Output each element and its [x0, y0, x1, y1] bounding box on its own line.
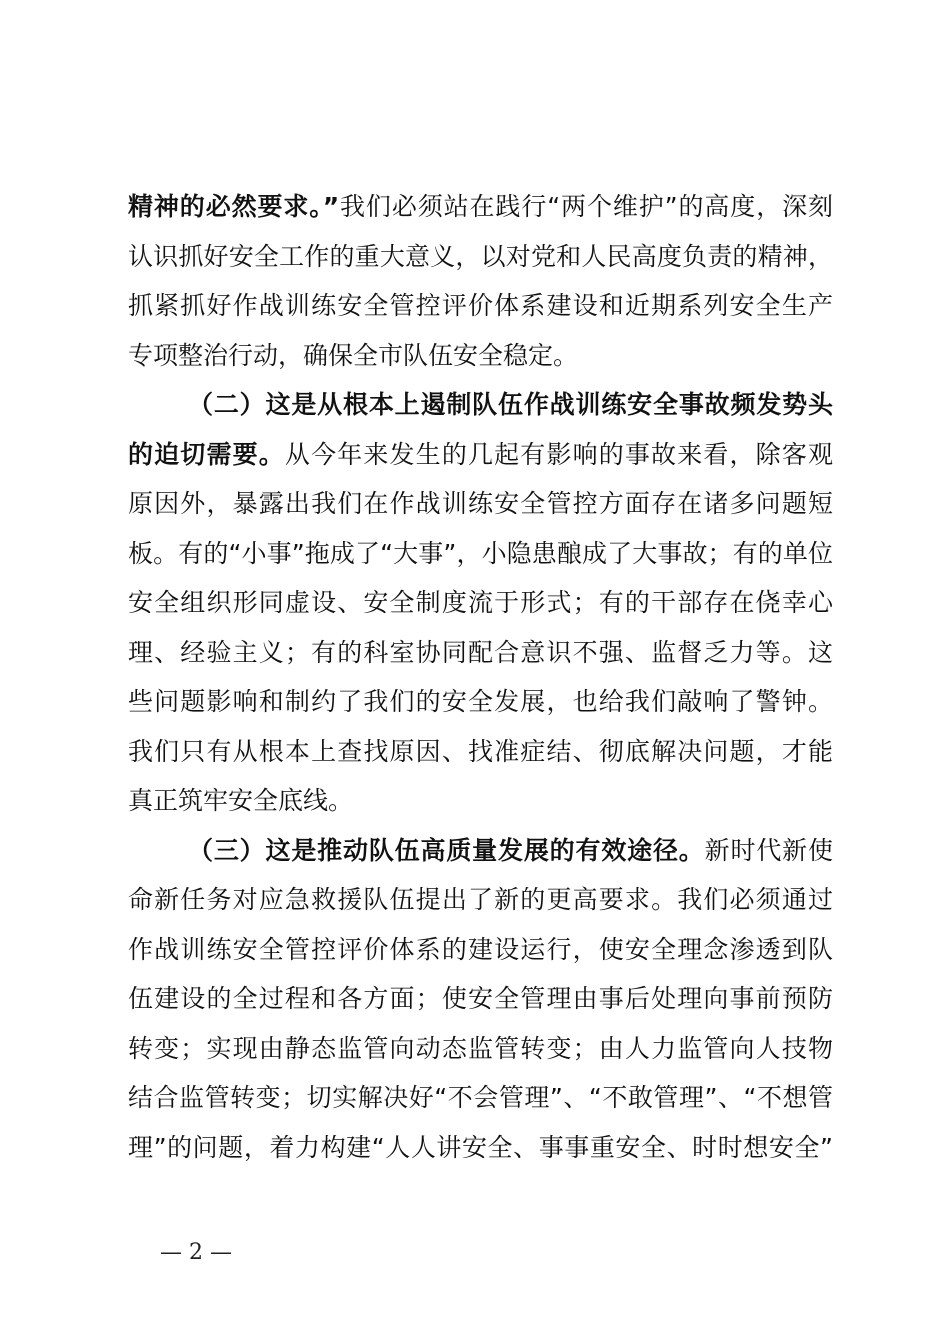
paragraph-2-line-4: 安全组织形同虚设、安全制度流于形式；有的干部存在侥幸心	[128, 588, 833, 617]
paragraph-3-line-2: 命新任务对应急救援队伍提出了新的更高要求。我们必须通过	[128, 885, 833, 914]
paragraph-2-text: 从今年来发生的几起有影响的事故来看，除客观	[284, 439, 833, 469]
paragraph-2-line-7: 我们只有从根本上查找原因、找准症结、彻底解决问题，才能	[128, 736, 833, 766]
paragraph-2-line-6: 些问题影响和制约了我们的安全发展，也给我们敲响了警钟。	[128, 687, 833, 716]
paragraph-1-line-1	[128, 182, 833, 232]
paragraph-1-text: 我们必须站在践行“两个维护”的高度，深刻	[339, 192, 833, 221]
paragraph-3-line-3: 作战训练安全管控评价体系的建设运行，使安全理念渗透到队	[128, 934, 833, 964]
paragraph-1-bold-lead: 精神的必然要求。”	[128, 192, 340, 221]
paragraph-1-line-2: 认识抓好安全工作的重大意义，以对党和人民高度负责的精神，	[128, 241, 833, 271]
paragraph-3-heading: （三）这是推动队伍高质量发展的有效途径。	[188, 835, 705, 865]
paragraph-2-heading-line-2: 的迫切需要。	[128, 439, 285, 469]
paragraph-3-line-4: 伍建设的全过程和各方面；使安全管理由事后处理向事前预防	[128, 984, 833, 1013]
paragraph-3-line-1	[128, 826, 833, 876]
paragraph-2-heading-line-1: （二）这是从根本上遏制队伍作战训练安全事故频发势头	[188, 390, 833, 419]
page-number: — 2 —	[160, 1240, 232, 1265]
paragraph-3-line-5: 转变；实现由静态监管向动态监管转变；由人力监管向人技物	[128, 1033, 833, 1063]
paragraph-2-line-3: 板。有的“小事”拖成了“大事”，小隐患酿成了大事故；有的单位	[128, 538, 833, 568]
paragraph-1-line-3: 抓紧抓好作战训练安全管控评价体系建设和近期系列安全生产	[128, 291, 833, 320]
paragraph-3-line-7: 理”的问题，着力构建“人人讲安全、事事重安全、时时想安全”	[128, 1132, 833, 1162]
paragraph-2-line-1	[128, 430, 833, 480]
paragraph-1-line-4: 专项整治行动，确保全市队伍安全稳定。	[128, 340, 579, 370]
paragraph-3-text: 新时代新使	[704, 835, 833, 865]
paragraph-3-line-6: 结合监管转变；切实解决好“不会管理”、“不敢管理”、“不想管	[128, 1083, 833, 1112]
paragraph-2-line-2: 原因外，暴露出我们在作战训练安全管控方面存在诸多问题短	[128, 489, 833, 518]
paragraph-2-line-8: 真正筑牢安全底线。	[128, 786, 354, 815]
body-text	[128, 182, 833, 1172]
paragraph-2-line-5: 理、经验主义；有的科室协同配合意识不强、监督乏力等。这	[128, 637, 833, 667]
